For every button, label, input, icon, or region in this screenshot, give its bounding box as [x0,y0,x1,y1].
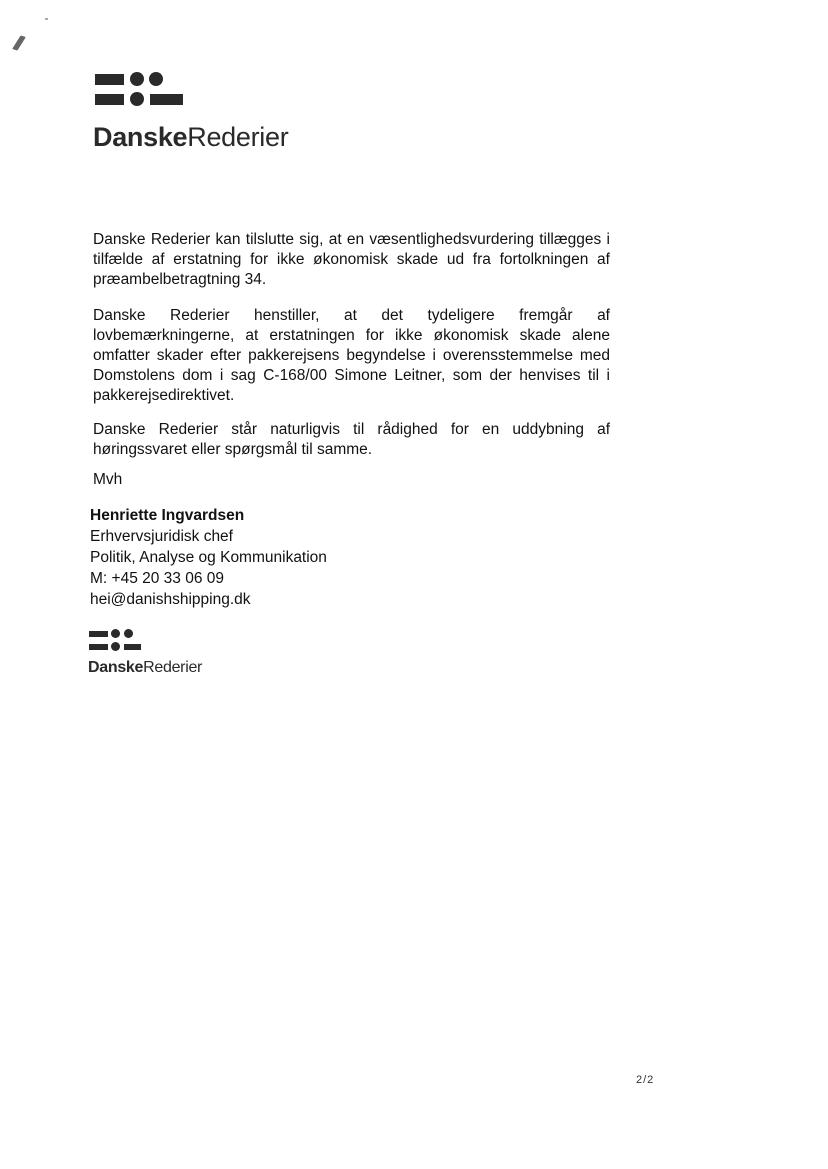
logo-wordmark: DanskeRederier [93,122,289,152]
header-logo [93,71,313,161]
body-paragraph-2: Danske Rederier henstiller, at det tydeligere fremgår af lovbemærkningerne, at erstatningen for ikke økonomisk skade alene omfatter skader efter pakkerejsens begyndelse i overensstemmelse med Domstolens dom i sag C-168/00 Simone Leitner, som der henvises til i pakkerejsedirektivet. [93,307,610,404]
closing-greeting: Mvh [93,471,123,488]
signature-title: Erhvervsjuridisk chef [90,528,233,545]
page-number: 2/2 [636,1074,655,1086]
scan-artifact-dot [45,18,48,20]
logo-mark-icon [88,627,148,651]
logo-mark-icon [93,71,188,109]
footer-logo [88,627,228,682]
body-paragraph-1: Danske Rederier kan tilslutte sig, at en væsentlighedsvurdering tillægges i tilfælde af erstatning for ikke økonomisk skade ud fra fortolkningen af præambelbetragtning 34. [93,231,610,288]
signature-department: Politik, Analyse og Kommunikation [90,549,327,566]
signature-email: hei@danishshipping.dk [90,591,251,608]
scan-artifact-mark [12,35,26,50]
signature-name: Henriette Ingvardsen [90,507,245,524]
body-paragraph-3: Danske Rederier står naturligvis til rådighed for en uddybning af høringssvaret eller spørgsmål til samme. [93,421,610,458]
logo-wordmark: DanskeRederier [88,659,203,676]
signature-phone: M: +45 20 33 06 09 [90,570,225,587]
